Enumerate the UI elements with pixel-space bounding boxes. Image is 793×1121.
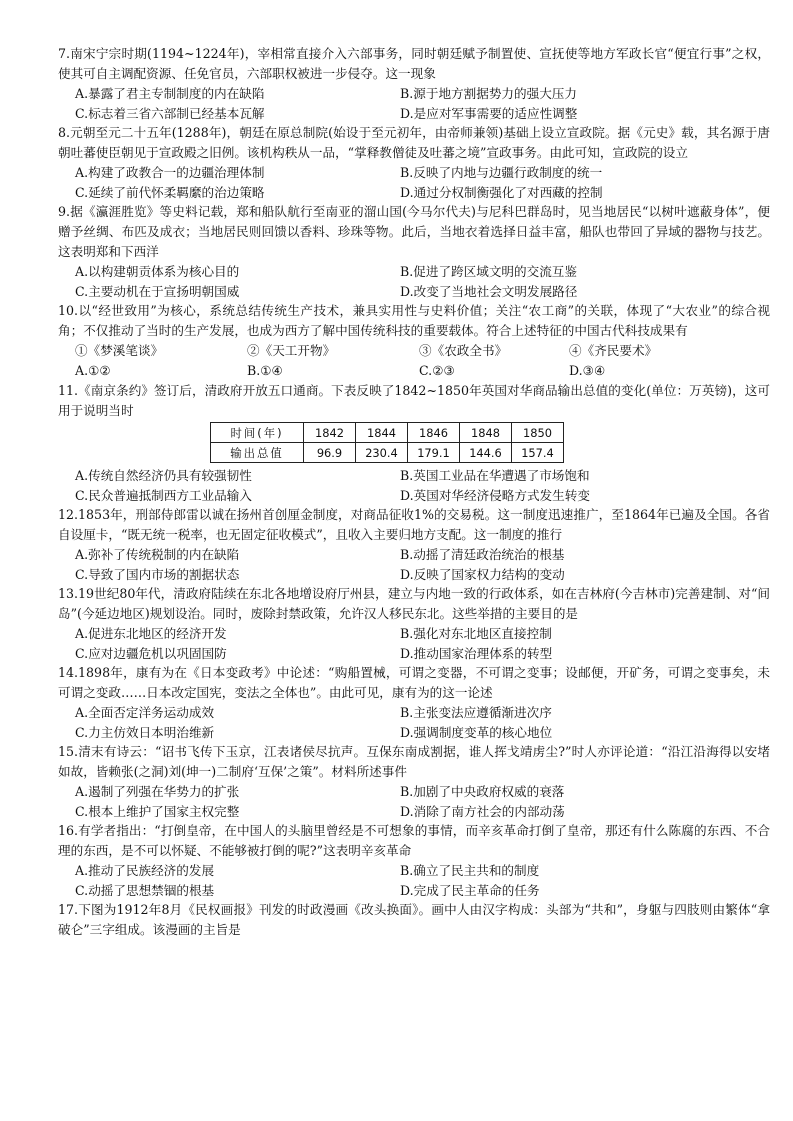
question-12 bbox=[58, 505, 770, 584]
table-cell: 1848 bbox=[460, 423, 512, 443]
question-stem: 7.南宋宁宗时期(1194~1224年)，宰相常直接介入六部事务，同时朝廷赋予制置使、宣抚使等地方军政长官“便宜行事”之权，使其可自主调配资源、任免官员，六部职权被进一步侵夺。这一现象 bbox=[58, 46, 770, 81]
question-9 bbox=[58, 202, 770, 301]
option-a: A.暴露了君主专制制度的内在缺陷 bbox=[75, 86, 265, 101]
table-row bbox=[211, 423, 564, 443]
option-d: D.是应对军事需要的适应性调整 bbox=[400, 105, 578, 121]
question-stem: 17.下图为1912年8月《民权画报》刊发的时政漫画《改头换面》。画中人由汉字构成：头部为“共和”，身躯与四肢则由繁体“拿破仑”三字组成。该漫画的主旨是 bbox=[58, 902, 770, 937]
exam-page bbox=[58, 44, 770, 940]
book-item-4: ④《齐民要术》 bbox=[569, 343, 658, 358]
options-grid bbox=[58, 84, 770, 123]
table-header-label: 时间(年) bbox=[211, 423, 304, 443]
question-stem: 15.清末有诗云：“诏书飞传下玉京，江表诸侯尽抗声。互保东南成割据，谁人挥戈靖虏尘?”时人亦评论道：“沿江沿海得以安堵如故，皆赖张(之洞)刘(坤一)二制府‘互保’之策”。材料所述事件 bbox=[58, 744, 770, 779]
options-grid bbox=[58, 782, 770, 821]
question-stem: 16.有学者指出：“打倒皇帝，在中国人的头脑里曾经是不可想象的事情，而辛亥革命打倒了皇帝，那还有什么陈腐的东西、不合理的东西，是不可以怀疑、不能够被打倒的呢?”这表明辛亥革命 bbox=[58, 823, 770, 858]
question-17 bbox=[58, 900, 770, 940]
option-b: B.源于地方割据势力的强大压力 bbox=[400, 86, 577, 101]
option-a: A.①② bbox=[75, 363, 111, 378]
option-d: D.推动国家治理体系的转型 bbox=[400, 645, 553, 661]
option-d: D.完成了民主革命的任务 bbox=[400, 882, 540, 898]
question-11 bbox=[58, 381, 770, 505]
option-d: D.强调制度变革的核心地位 bbox=[400, 724, 553, 740]
option-c: C.标志着三省六部制已经基本瓦解 bbox=[75, 105, 265, 121]
option-b: B.英国工业品在华遭遇了市场饱和 bbox=[400, 468, 590, 483]
option-c: C.应对边疆危机以巩固国防 bbox=[75, 645, 227, 661]
question-14 bbox=[58, 663, 770, 742]
options-grid bbox=[58, 163, 770, 202]
options-grid bbox=[58, 466, 770, 505]
option-d: D.改变了当地社会文明发展路径 bbox=[400, 283, 578, 299]
question-15 bbox=[58, 742, 770, 821]
table-cell: 1844 bbox=[356, 423, 408, 443]
table-cell: 144.6 bbox=[460, 443, 512, 463]
question-stem: 14.1898年，康有为在《日本变政考》中论述：“购船置械，可谓之变器，不可谓之变事；设邮便，开矿务，可谓之变事矣，未可谓之变政……日本改定国宪，变法之全体也”。由此可见，康有为的这一论述 bbox=[58, 665, 770, 700]
option-b: B.促进了跨区域文明的交流互鉴 bbox=[400, 264, 577, 279]
option-a: A.促进东北地区的经济开发 bbox=[75, 626, 227, 641]
question-stem: 10.以“经世致用”为核心，系统总结传统生产技术，兼具实用性与史料价值；关注“农工商”的关联，体现了“大农业”的综合视角；不仅推动了当时的生产发展，也成为西方了解中国传统科技的重要载体。符合上述特征的中国古代科技成果有 bbox=[58, 303, 770, 338]
options-grid bbox=[58, 703, 770, 742]
option-a: A.遏制了列强在华势力的扩张 bbox=[75, 784, 240, 799]
question-stem: 13.19世纪80年代，清政府陆续在东北各地增设府厅州县，建立与内地一致的行政体系，如在吉林府(今吉林市)完善建制、对“间岛”(今延边地区)规划设治。同时，废除封禁政策，允许汉人移民东北。这些举措的主要目的是 bbox=[58, 586, 770, 621]
question-8 bbox=[58, 123, 770, 202]
table-cell: 179.1 bbox=[408, 443, 460, 463]
book-item-2: ②《天工开物》 bbox=[247, 343, 336, 358]
option-b: B.强化对东北地区直接控制 bbox=[400, 626, 552, 641]
table-row-label: 输出总值 bbox=[211, 443, 304, 463]
option-b: B.动摇了清廷政治统治的根基 bbox=[400, 547, 565, 562]
option-b: B.①④ bbox=[247, 363, 283, 378]
option-b: B.主张变法应遵循渐进次序 bbox=[400, 705, 552, 720]
book-items bbox=[58, 341, 770, 361]
option-c: C.主要动机在于宣扬明朝国威 bbox=[75, 283, 240, 299]
option-b: B.确立了民主共和的制度 bbox=[400, 863, 540, 878]
option-c: C.力主仿效日本明治维新 bbox=[75, 724, 215, 740]
option-a: A.构建了政教合一的边疆治理体制 bbox=[75, 165, 265, 180]
option-d: D.③④ bbox=[569, 363, 606, 378]
table-cell: 96.9 bbox=[304, 443, 356, 463]
question-10 bbox=[58, 301, 770, 381]
option-c: C.民众普遍抵制西方工业品输入 bbox=[75, 487, 252, 503]
table-cell: 157.4 bbox=[512, 443, 564, 463]
options-grid bbox=[58, 545, 770, 584]
option-a: A.弥补了传统税制的内在缺陷 bbox=[75, 547, 240, 562]
option-a: A.以构建朝贡体系为核心目的 bbox=[75, 264, 240, 279]
book-item-3: ③《农政全书》 bbox=[419, 343, 508, 358]
question-stem: 8.元朝至元二十五年(1288年)，朝廷在原总制院(始设于至元初年，由帝师兼领)基础上设立宣政院。据《元史》载，其名源于唐朝吐蕃使臣朝见于宣政殿之旧例。该机构秩从一品，“掌释教僧徒及吐蕃之境”宣政事务。由此可知，宣政院的设立 bbox=[58, 125, 770, 160]
export-value-table bbox=[210, 422, 564, 463]
table-cell: 230.4 bbox=[356, 443, 408, 463]
question-stem: 11.《南京条约》签订后，清政府开放五口通商。下表反映了1842~1850年英国对华商品输出总值的变化(单位：万英镑)，这可用于说明当时 bbox=[58, 383, 770, 418]
question-stem: 9.据《瀛涯胜览》等史料记载，郑和船队航行至南亚的溜山国(今马尔代夫)与尼科巴群岛时，见当地居民“以树叶遮蔽身体”，便赠予丝绸、布匹及成衣；当地居民则回馈以香料、珍珠等物。此后，当地衣着选择日益丰富，船队也带回了异域的器物与技艺。这表明郑和下西洋 bbox=[58, 204, 770, 259]
book-item-1: ①《梦溪笔谈》 bbox=[75, 343, 164, 358]
option-a: A.传统自然经济仍具有较强韧性 bbox=[75, 468, 252, 483]
options-grid bbox=[58, 262, 770, 301]
question-stem: 12.1853年，刑部侍郎雷以诚在扬州首创厘金制度，对商品征收1%的交易税。这一制度迅速推广，至1864年已遍及全国。各省自设厘卡，“既无统一税率，也无固定征收模式”，且收入主要归地方支配。这一制度的推行 bbox=[58, 507, 770, 542]
option-c: C.②③ bbox=[419, 363, 455, 378]
option-d: D.消除了南方社会的内部动荡 bbox=[400, 803, 565, 819]
option-c: C.根本上维护了国家主权完整 bbox=[75, 803, 240, 819]
question-16 bbox=[58, 821, 770, 900]
table-cell: 1842 bbox=[304, 423, 356, 443]
options-grid bbox=[58, 861, 770, 900]
question-7 bbox=[58, 44, 770, 123]
option-b: B.加剧了中央政府权威的衰落 bbox=[400, 784, 565, 799]
option-d: D.反映了国家权力结构的变动 bbox=[400, 566, 565, 582]
table-row bbox=[211, 443, 564, 463]
option-c: C.动摇了思想禁锢的根基 bbox=[75, 882, 215, 898]
options-grid bbox=[58, 624, 770, 663]
options-row bbox=[58, 361, 770, 381]
option-c: C.导致了国内市场的割据状态 bbox=[75, 566, 240, 582]
option-c: C.延续了前代怀柔羁縻的治边策略 bbox=[75, 184, 265, 200]
option-b: B.反映了内地与边疆行政制度的统一 bbox=[400, 165, 603, 180]
option-a: A.全面否定洋务运动成效 bbox=[75, 705, 215, 720]
option-d: D.英国对华经济侵略方式发生转变 bbox=[400, 487, 590, 503]
option-a: A.推动了民族经济的发展 bbox=[75, 863, 215, 878]
question-13 bbox=[58, 584, 770, 663]
table-cell: 1846 bbox=[408, 423, 460, 443]
option-d: D.通过分权制衡强化了对西藏的控制 bbox=[400, 184, 603, 200]
table-cell: 1850 bbox=[512, 423, 564, 443]
